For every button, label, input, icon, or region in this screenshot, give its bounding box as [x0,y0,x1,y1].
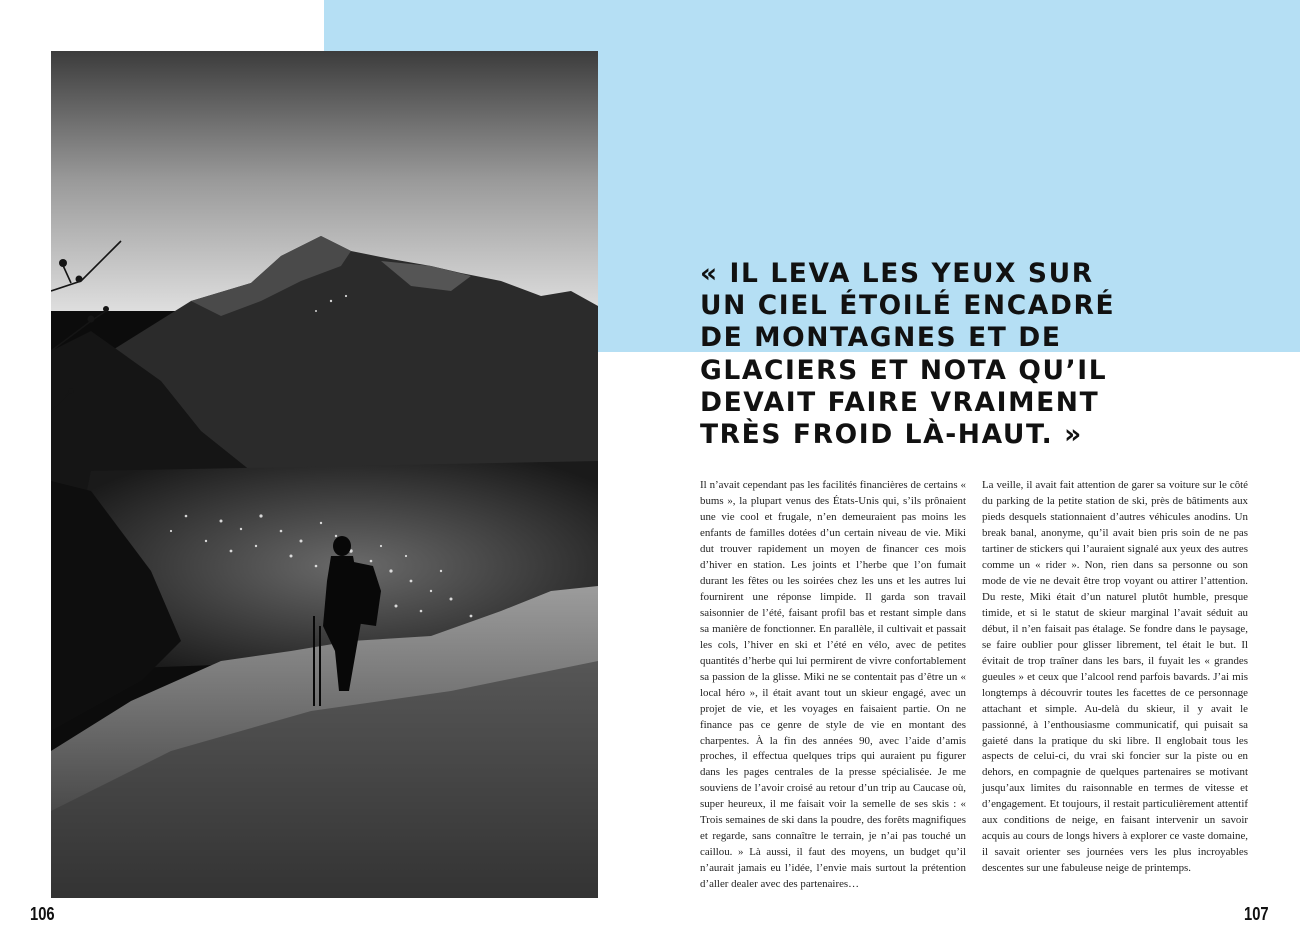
page-number-left: 106 [30,904,55,924]
article-column-left: Il n’avait cependant pas les facilités financières de certains « bums », la plupart venus des États-Unis qui, s’ils prônaient une vie cool et frugale, n’en demeuraient pas moins les enfants de familles dotées d’un certain niveau de vie. Miki dut trouver rapidement un moyen de financer ces mois d’hiver en station. Les joints et l’herbe que l’on fumait durant les fêtes ou les soirées chez les uns et les autres lui fournirent une réponse limpide. Il garda son travail saisonnier de l’été, faisant profil bas et restant simple dans sa manière de fonctionner. En parallèle, il cultivait et passait les cols, l’hiver en ski et l’été en vélo, avec de petites quantités d’herbe qui lui permirent de vivre confortablement sa passion de la glisse. Miki ne se contentait pas d’être un « local héro », il était avant tout un skieur engagé, avec un projet de vie, et les voyages en faisaient partie. On ne finance pas ce genre de style de vie en montant des charpentes. À la fin des années 90, avec l’aide d’amis proches, il effectua quelques trips qui auraient pu figurer dans les pages centrales de la presse spécialisée. Je me souviens de l’avoir croisé au retour d’un trip au Caucase où, super heureux, il me faisait voir la semelle de ses skis : « Trois semaines de ski dans la poudre, des forêts magnifiques et regarde, sans connaître le terrain, je n’ai pas touché un caillou. » Là aussi, il faut des moyens, un budget qu’il n’aurait jamais eu l’idée, l’envie mais surtout la prétention d’aller dealer avec des partenaires… [700,479,966,891]
pull-quote: « IL LEVA LES YEUX SUR UN CIEL ÉTOILÉ ENCADRÉ DE MONTAGNES ET DE GLACIERS ET NOTA QU’IL DEVAIT FAIRE VRAIMENT TRÈS FROID LÀ-HAUT. » [700,258,1116,451]
night-mountain-photo [51,51,598,898]
page-number-right: 107 [1244,904,1269,924]
article-column-right: La veille, il avait fait attention de garer sa voiture sur le côté du parking de la petite station de ski, près de bâtiments aux pieds desquels stationnaient d’autres véhicules anodins. Un break banal, anonyme, qu’il avait bien pris soin de ne pas tartiner de stickers qui l’auraient signalé aux yeux des autres comme un « rider ». Non, rien dans sa personne ou son mode de vie ne devait être trop voyant ou attirer l’attention. Du reste, Miki était d’un naturel plutôt humble, presque timide, et si le statut de skieur marginal l’avait séduit au début, il n’en faisait pas étalage. Se fondre dans le paysage, se faire oublier pour glisser librement, tel était le but. Il évitait de trop traîner dans les bars, il fuyait les « grandes gueules » et ceux que l’alcool rend parfois bavards. J’ai mis longtemps à découvrir toutes les facettes de ce personnage attachant et simple. Au-delà du skieur, il y avait le passionné, à l’enthousiasme communicatif, qui puisait sa gaieté dans la pratique du ski libre. Il englobait tous les aspects de celui-ci, du vrai ski foncier sur la piste ou en dehors, en compagnie de quelques partenaires se motivant jusqu’aux limites du raisonnable en termes de vitesse et d’engagement. Et toujours, il restait particulièrement attentif aux conditions de neige, en faisant intervenir un savoir acquis au cours de longs hivers à explorer ce vaste domaine, il savait orienter ses journées vers les plus incroyables descentes sur une fabuleuse neige de printemps. [982,479,1248,875]
